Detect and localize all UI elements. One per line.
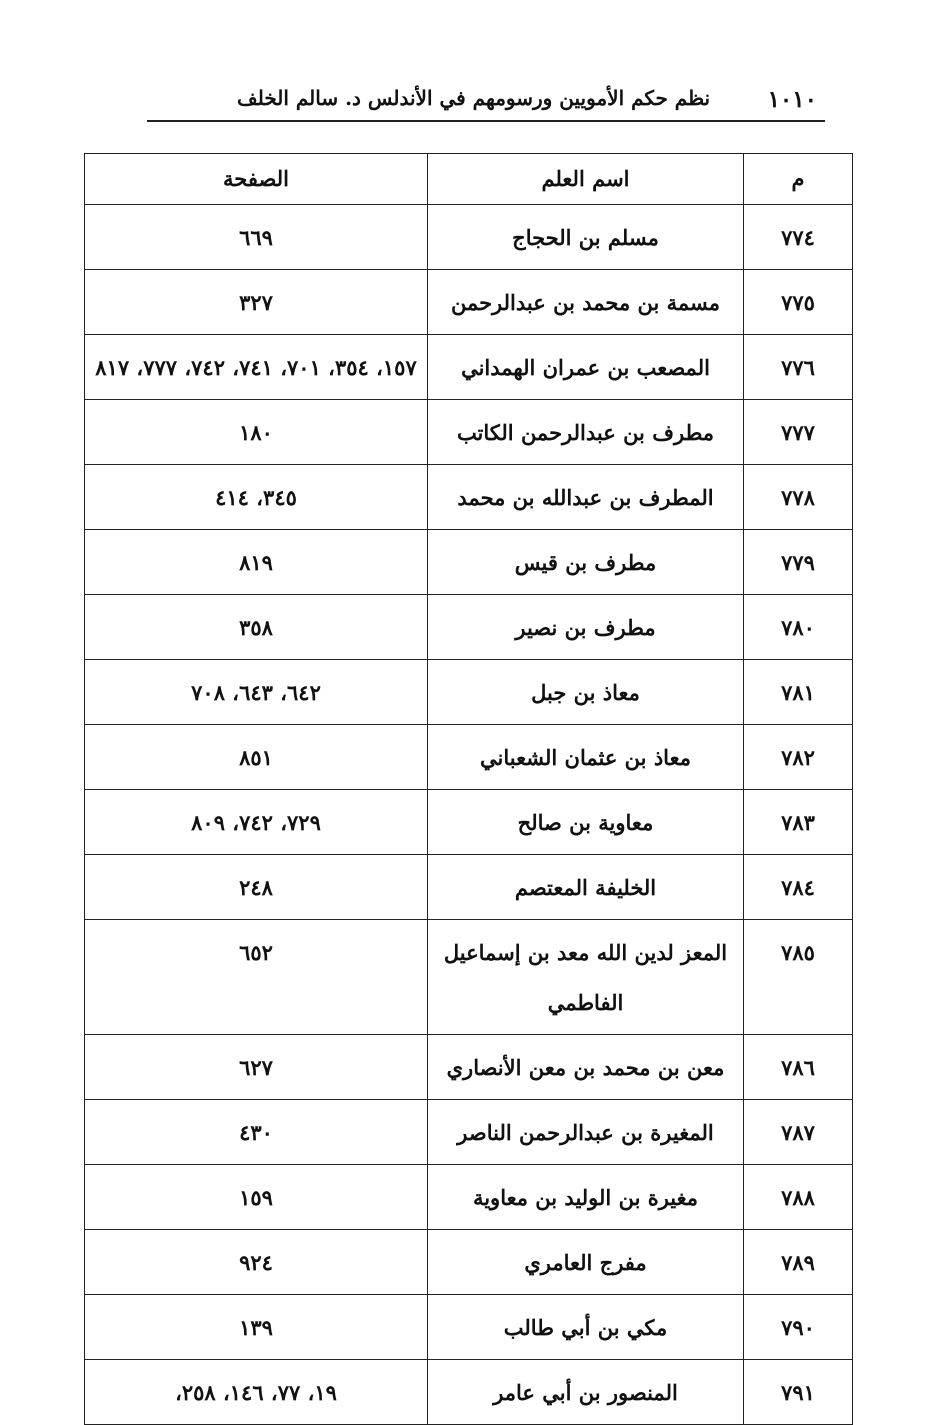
entry-number: ٧٨١ (744, 660, 853, 725)
entry-name: مطرف بن نصير (428, 595, 744, 660)
entry-name: مطرف بن عبدالرحمن الكاتب (428, 400, 744, 465)
entry-number: ٧٨٥ (744, 920, 853, 1035)
table-row (85, 1230, 853, 1295)
entry-number: ٧٨٤ (744, 855, 853, 920)
entry-name: معن بن محمد بن معن الأنصاري (428, 1035, 744, 1100)
names-index-table (84, 153, 853, 1425)
entry-number: ٧٨٣ (744, 790, 853, 855)
entry-pages: ٤٣٠ (85, 1100, 428, 1165)
running-title: نظم حكم الأمويين ورسومهم في الأندلس د. سالم الخلف (237, 86, 711, 110)
entry-number: ٧٧٤ (744, 205, 853, 270)
entry-number: ٧٨٠ (744, 595, 853, 660)
entry-number: ٧٧٧ (744, 400, 853, 465)
entry-pages: ٣٢٧ (85, 270, 428, 335)
page-number: ١٠١٠ (767, 86, 817, 113)
table-row (85, 1360, 853, 1425)
entry-name: المعز لدين الله معد بن إسماعيل الفاطمي (428, 920, 744, 1035)
entry-name: المغيرة بن عبدالرحمن الناصر (428, 1100, 744, 1165)
entry-number: ٧٧٩ (744, 530, 853, 595)
column-header-name: اسم العلم (428, 154, 744, 205)
table-row (85, 725, 853, 790)
entry-number: ٧٧٨ (744, 465, 853, 530)
entry-pages: ٣٥٨ (85, 595, 428, 660)
entry-name: مفرج العامري (428, 1230, 744, 1295)
entry-pages: ٩٢٤ (85, 1230, 428, 1295)
entry-name: مغيرة بن الوليد بن معاوية (428, 1165, 744, 1230)
entry-number: ٧٧٦ (744, 335, 853, 400)
header-rule (147, 120, 825, 122)
entry-name: مطرف بن قيس (428, 530, 744, 595)
entry-name: مسلم بن الحجاج (428, 205, 744, 270)
entry-pages: ١٩، ٧٧، ١٤٦، ٢٥٨، (85, 1360, 428, 1425)
table-row (85, 335, 853, 400)
entry-number: ٧٨٢ (744, 725, 853, 790)
entry-pages: ٣٤٥، ٤١٤ (85, 465, 428, 530)
entry-pages: ٦٦٩ (85, 205, 428, 270)
entry-pages: ٦٢٧ (85, 1035, 428, 1100)
entry-name: الخليفة المعتصم (428, 855, 744, 920)
table-row (85, 1100, 853, 1165)
table-row (85, 465, 853, 530)
table-row (85, 530, 853, 595)
entry-name: معاذ بن عثمان الشعباني (428, 725, 744, 790)
entry-name: مكي بن أبي طالب (428, 1295, 744, 1360)
entry-pages: ٨٥١ (85, 725, 428, 790)
entry-pages: ١٥٧، ٣٥٤، ٧٠١، ٧٤١، ٧٤٢، ٧٧٧، ٨١٧ (85, 335, 428, 400)
table-row (85, 855, 853, 920)
entry-name: معاذ بن جبل (428, 660, 744, 725)
entry-pages: ١٥٩ (85, 1165, 428, 1230)
entry-name: مسمة بن محمد بن عبدالرحمن (428, 270, 744, 335)
table-row (85, 205, 853, 270)
table-row (85, 1295, 853, 1360)
table-row (85, 270, 853, 335)
entry-number: ٧٨٦ (744, 1035, 853, 1100)
entry-pages: ٢٤٨ (85, 855, 428, 920)
entry-number: ٧٧٥ (744, 270, 853, 335)
entry-number: ٧٨٩ (744, 1230, 853, 1295)
entry-number: ٧٨٨ (744, 1165, 853, 1230)
entry-number: ٧٨٧ (744, 1100, 853, 1165)
table-row (85, 595, 853, 660)
entry-pages: ٦٥٢ (85, 920, 428, 1035)
entry-name: المنصور بن أبي عامر (428, 1360, 744, 1425)
entry-pages: ٦٤٢، ٦٤٣، ٧٠٨ (85, 660, 428, 725)
table-row (85, 400, 853, 465)
table-row (85, 790, 853, 855)
entry-name: المطرف بن عبدالله بن محمد (428, 465, 744, 530)
column-header-number: م (744, 154, 853, 205)
table-row (85, 1165, 853, 1230)
entry-number: ٧٩١ (744, 1360, 853, 1425)
table-row (85, 660, 853, 725)
entry-pages: ١٨٠ (85, 400, 428, 465)
table-row (85, 920, 853, 1035)
column-header-pages: الصفحة (85, 154, 428, 205)
table-header-row (85, 154, 853, 205)
entry-pages: ٧٢٩، ٧٤٢، ٨٠٩ (85, 790, 428, 855)
entry-pages: ٨١٩ (85, 530, 428, 595)
page-header (147, 82, 825, 122)
entry-number: ٧٩٠ (744, 1295, 853, 1360)
entry-name: معاوية بن صالح (428, 790, 744, 855)
entry-name: المصعب بن عمران الهمداني (428, 335, 744, 400)
entry-pages: ١٣٩ (85, 1295, 428, 1360)
table-row (85, 1035, 853, 1100)
